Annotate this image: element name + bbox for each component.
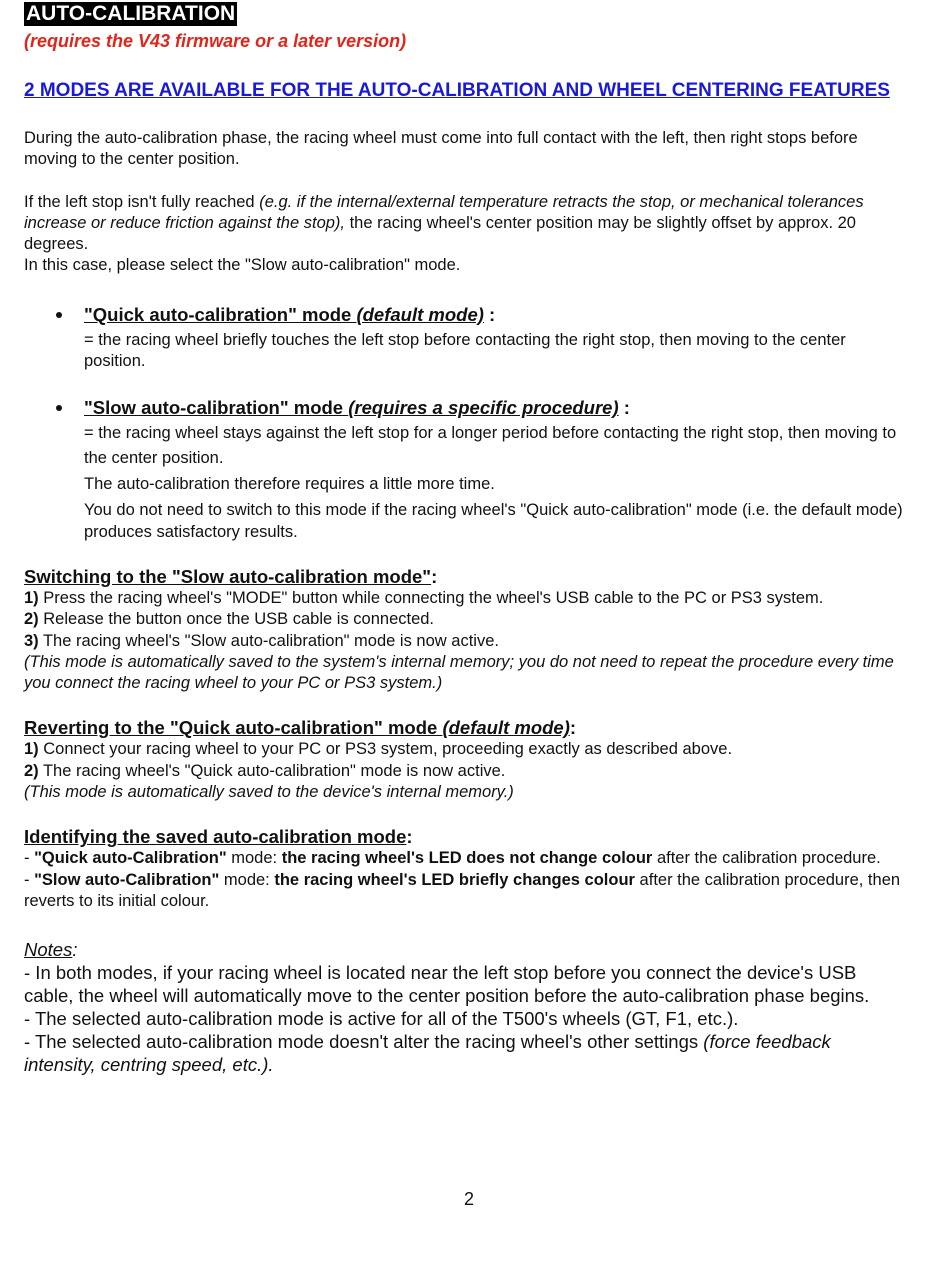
step-text: Press the racing wheel's "MODE" button while connecting the wheel's USB cable to the PC or PS3 system.: [38, 588, 824, 607]
quick-mode-name: "Quick auto-calibration" mode: [84, 303, 357, 325]
identifying-heading: [24, 826, 904, 848]
reverting-heading-text: Reverting to the "Quick auto-calibration" mode: [24, 717, 443, 739]
list-item-slow-mode: [24, 396, 904, 543]
step-text: The racing wheel's "Quick auto-calibration" mode is now active.: [38, 761, 506, 780]
intro-p2-a: If the left stop isn't fully reached: [24, 192, 260, 211]
document-page: [24, 0, 904, 1209]
slow-mode-note: (requires a specific procedure): [348, 397, 619, 419]
notes-heading-text: Notes: [24, 939, 73, 961]
dash: -: [24, 849, 35, 868]
identifying-heading-colon: :: [406, 826, 413, 848]
quick-mode-colon: :: [483, 303, 496, 325]
slow-mode-heading: [84, 396, 904, 420]
switching-step-2: [24, 609, 904, 630]
step-number: 1): [24, 740, 39, 759]
reverting-step-2: [24, 761, 904, 782]
slow-led-behavior: the racing wheel's LED briefly changes colour: [274, 870, 635, 889]
slow-mid: mode:: [219, 870, 275, 889]
slow-mode-name: "Slow auto-calibration" mode: [84, 397, 349, 419]
switching-step-1: [24, 588, 904, 609]
list-item-quick-mode: [24, 303, 904, 373]
switching-note: (This mode is automatically saved to the system's internal memory; you do not need to repeat the procedure every time you connect the racing wheel to your PC or PS3 system.): [24, 652, 894, 693]
step-text: Release the button once the USB cable is connected.: [38, 610, 435, 629]
intro-paragraph-2: [24, 192, 904, 256]
intro-p2-c: the racing wheel's center position may be slightly offset by approx. 20 degrees.: [24, 213, 856, 254]
quick-mode-description: = the racing wheel briefly touches the left stop before contacting the right stop, then moving to the center position.: [84, 330, 846, 371]
intro-paragraph-3: In this case, please select the "Slow auto-calibration" mode.: [24, 256, 461, 275]
page-title: AUTO-CALIBRATION: [26, 2, 236, 25]
quick-mode-heading: [84, 303, 904, 327]
quick-end: after the calibration procedure.: [652, 849, 881, 868]
note-2: - The selected auto-calibration mode is active for all of the T500's wheels (GT, F1, etc.).: [24, 1008, 739, 1030]
mode-list: [24, 303, 904, 543]
dash: -: [24, 870, 35, 889]
reverting-heading-note: (default mode): [442, 717, 570, 739]
slow-mode-colon: :: [618, 397, 630, 419]
reverting-heading-colon: :: [569, 717, 577, 739]
step-text: The racing wheel's "Slow auto-calibration" mode is now active.: [38, 631, 499, 650]
quick-name: "Quick auto-Calibration": [34, 849, 227, 868]
modes-heading: 2 MODES ARE AVAILABLE FOR THE AUTO-CALIBRATION AND WHEEL CENTERING FEATURES: [24, 80, 890, 101]
switching-heading-text: Switching to the "Slow auto-calibration mode": [24, 565, 432, 587]
note-3: [24, 1030, 904, 1076]
step-number: 2): [24, 761, 39, 780]
slow-mode-description-1: = the racing wheel stays against the left stop for a longer period before contacting the right stop, then moving to the center position.: [84, 424, 897, 468]
slow-mode-description-3: You do not need to switch to this mode if the racing wheel's "Quick auto-calibration" mode (i.e. the default mode) produces satisfactory results.: [84, 501, 903, 541]
note-3-italic: (force feedback intensity, centring speed, etc.).: [24, 1031, 831, 1076]
notes-heading-colon: :: [72, 939, 78, 961]
identifying-slow: [24, 870, 904, 913]
identifying-quick: [24, 848, 904, 869]
step-number: 2): [24, 610, 39, 629]
step-number: 1): [24, 588, 39, 607]
note-3-text: - The selected auto-calibration mode doesn't alter the racing wheel's other settings: [24, 1031, 704, 1053]
intro-paragraph-1: During the auto-calibration phase, the racing wheel must come into full contact with the left, then right stops before moving to the center position.: [24, 129, 858, 169]
slow-end: after the calibration procedure, then reverts to its initial colour.: [24, 870, 901, 910]
quick-led-behavior: the racing wheel's LED does not change colour: [281, 849, 653, 868]
switching-step-3: [24, 631, 904, 652]
intro-p2-italic: (e.g. if the internal/external temperature retracts the stop, or mechanical tolerances increase or reduce friction against the stop),: [24, 192, 864, 232]
slow-mode-description-2: The auto-calibration therefore requires a little more time.: [84, 475, 495, 494]
bullet-icon: [56, 312, 62, 318]
step-text: Connect your racing wheel to your PC or PS3 system, proceeding exactly as described above.: [38, 740, 733, 759]
notes-heading: [24, 938, 904, 961]
identifying-heading-text: Identifying the saved auto-calibration mode: [24, 826, 407, 848]
quick-mid: mode:: [226, 849, 282, 868]
reverting-note: (This mode is automatically saved to the device's internal memory.): [24, 783, 514, 802]
reverting-step-1: [24, 739, 904, 760]
quick-mode-note: (default mode): [356, 303, 484, 325]
firmware-requirement: (requires the V43 firmware or a later version): [24, 31, 407, 51]
note-1: - In both modes, if your racing wheel is located near the left stop before you connect the device's USB cable, the wheel will automatically move to the center position before the auto-calibration phase begins.: [24, 962, 870, 1007]
bullet-icon: [56, 405, 62, 411]
switching-heading-colon: :: [431, 565, 438, 587]
page-number: 2: [463, 1189, 474, 1209]
slow-name: "Slow auto-Calibration": [34, 870, 220, 889]
reverting-heading: [24, 717, 904, 739]
switching-heading: [24, 566, 904, 588]
step-number: 3): [24, 631, 39, 650]
